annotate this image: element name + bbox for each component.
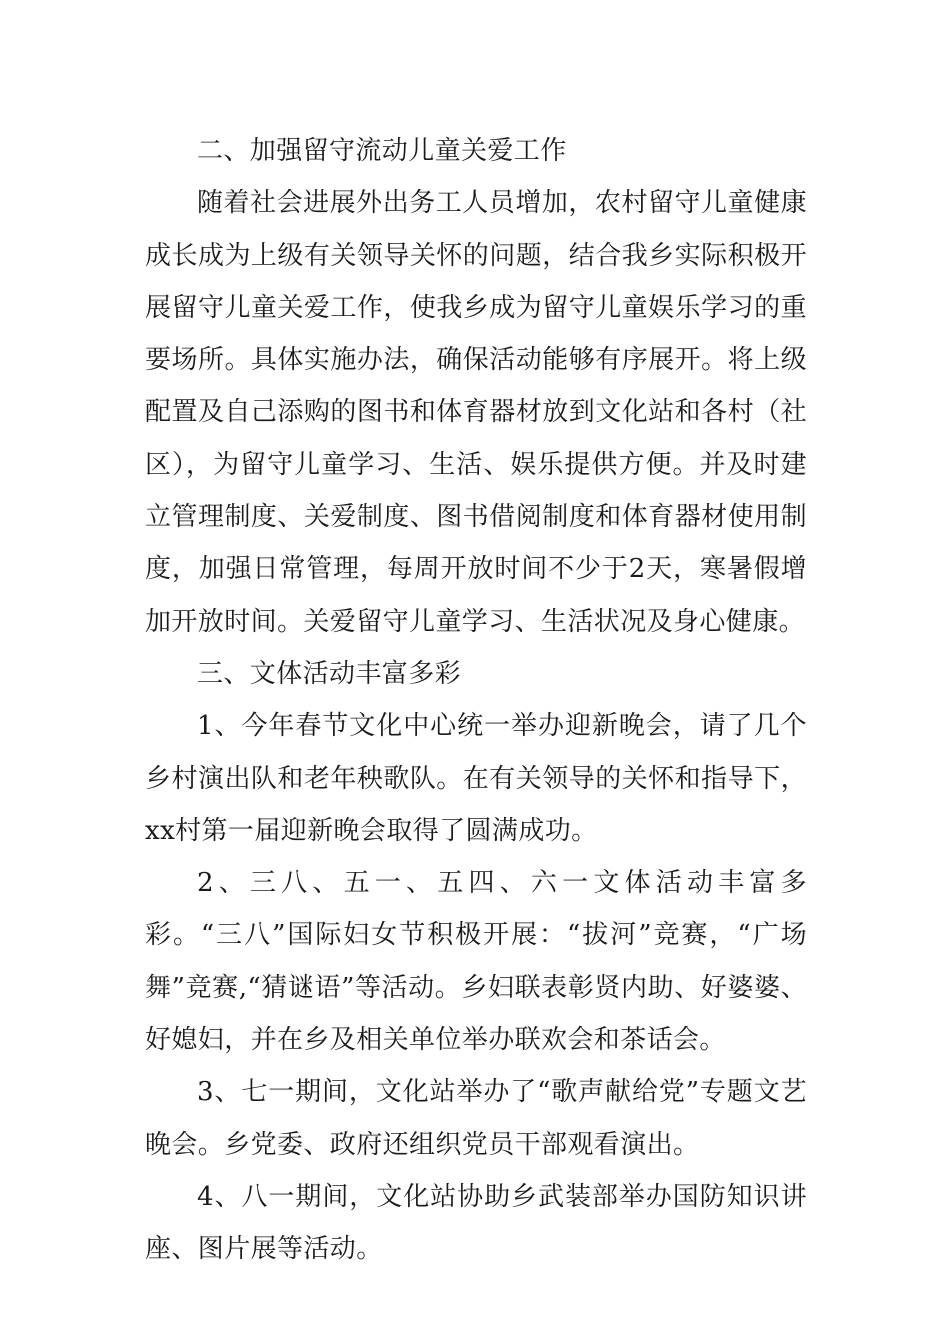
document-body (145, 125, 807, 1276)
paragraph-left-behind-children: 随着社会进展外出务工人员增加，农村留守儿童健康成长成为上级有关领导关怀的问题，结合我乡实际积极开展留守儿童关爱工作，使我乡成为留守儿童娱乐学习的重要场所。具体实施办法，确保活动能够有序展开。将上级配置及自己添购的图书和体育器材放到文化站和各村（社区），为留守儿童学习、生活、娱乐提供方便。并及时建立管理制度、关爱制度、图书借阅制度和体育器材使用制度，加强日常管理，每周开放时间不少于2天，寒暑假增加开放时间。关爱留守儿童学习、生活状况及身心健康。 (145, 188, 807, 637)
section-heading-2: 二、加强留守流动儿童关爱工作 (197, 136, 567, 166)
paragraph-item-2: 2、三八、五一、五四、六一文体活动丰富多彩。“三八”国际妇女节积极开展：“拔河”竞赛，“广场舞”竞赛,“猜谜语”等活动。乡妇联表彰贤内助、好婆婆、好媳妇，并在乡及相关单位举办联欢会和茶话会。 (145, 868, 807, 1056)
paragraph-item-3: 3、七一期间，文化站举办了“歌声献给党”专题文艺晚会。乡党委、政府还组织党员干部观看演出。 (145, 1077, 807, 1160)
paragraph-item-1: 1、今年春节文化中心统一举办迎新晚会，请了几个乡村演出队和老年秧歌队。在有关领导的关怀和指导下，xx村第一届迎新晚会取得了圆满成功。 (145, 711, 807, 846)
section-heading-3: 三、文体活动丰富多彩 (197, 658, 462, 689)
paragraph-item-4: 4、八一期间，文化站协助乡武装部举办国防知识讲座、图片展等活动。 (145, 1181, 807, 1265)
